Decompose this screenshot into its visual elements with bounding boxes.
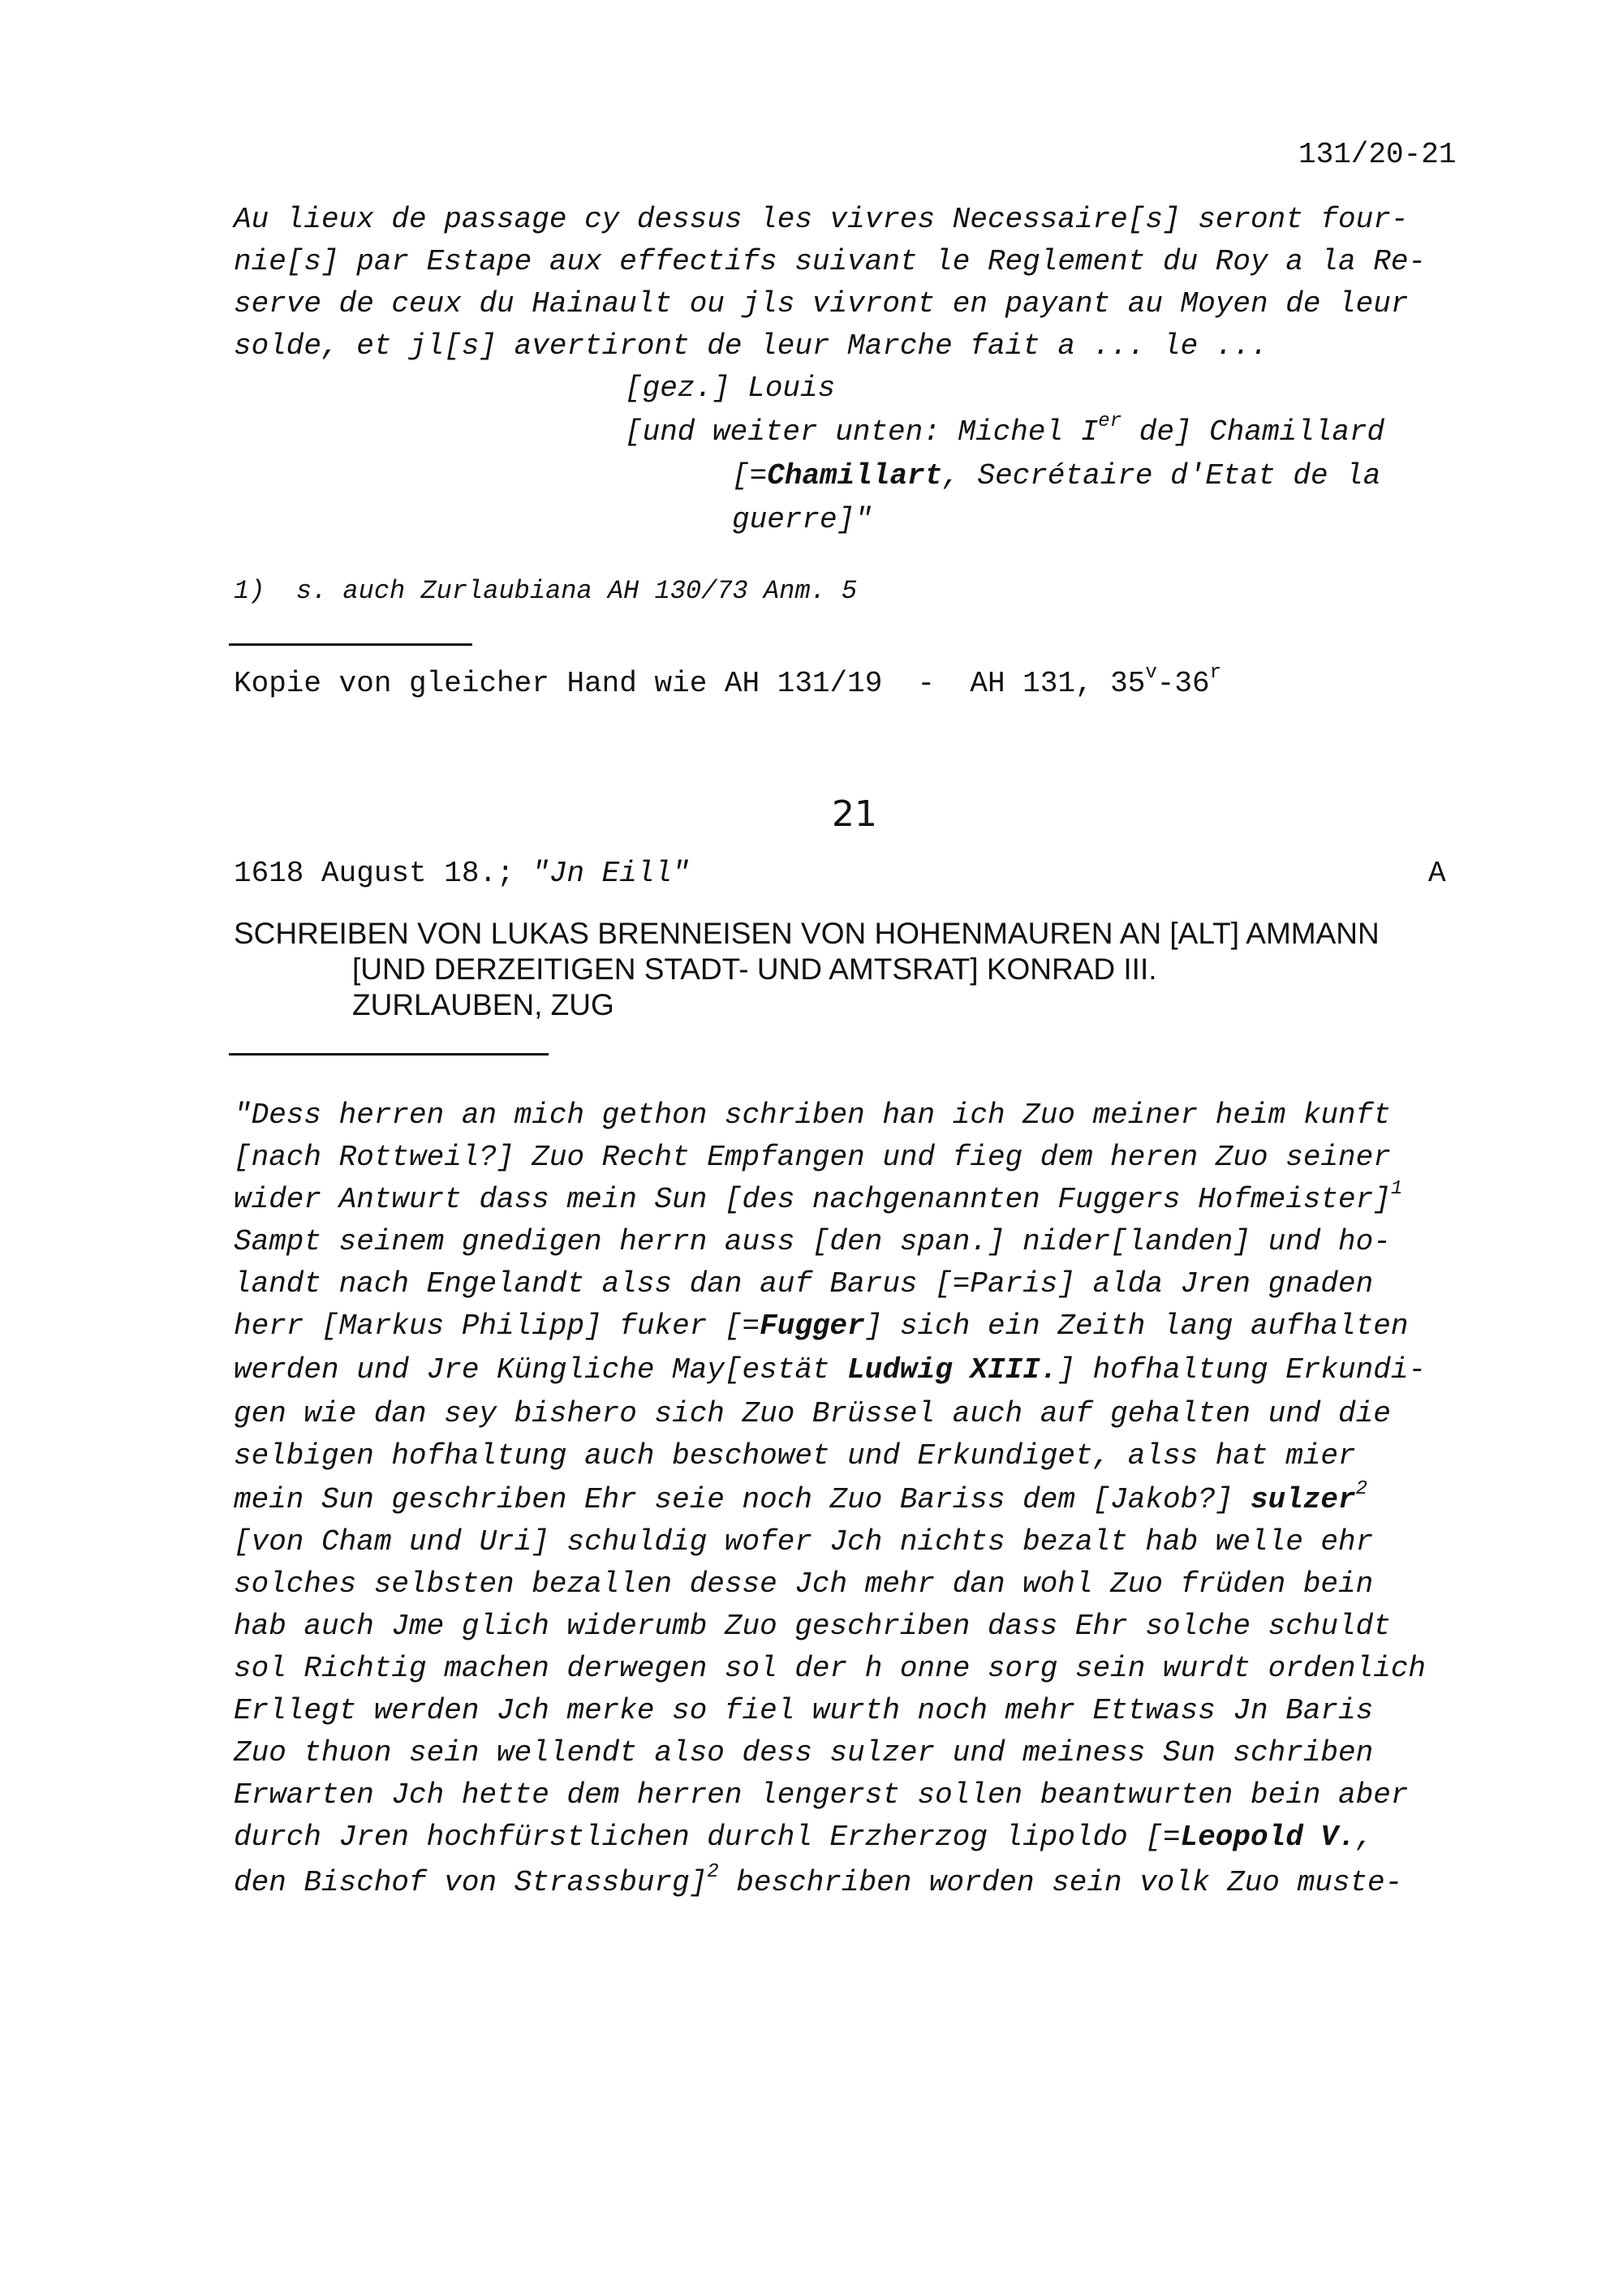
text-line: landt nach Engelandt alss dan auf Barus [=Paris] alda Jren gnaden — [234, 1267, 1374, 1301]
text-line: wider Antwurt dass mein Sun [des nachgenannten Fuggers Hofmeister]$^1$ — [234, 1178, 1403, 1216]
text-line: "Dess herren an mich gethon schriben han ich Zuo meiner heim kunft — [234, 1099, 1391, 1132]
text-line: mein Sun geschriben Ehr seie noch Zuo Bariss dem [Jakob?] sulzer$^2$ — [234, 1478, 1368, 1516]
divider-rule — [229, 643, 472, 646]
divider-rule — [229, 1053, 549, 1056]
text-line: herr [Markus Philipp] fuker [=Fugger] sich ein Zeith lang aufhalten — [234, 1309, 1409, 1343]
text-line: Erwarten Jch hette dem herren lengerst sollen beantwurten bein aber — [234, 1778, 1409, 1812]
footnote: 1) s. auch Zurlaubiana AH 130/73 Anm. 5 — [234, 576, 858, 606]
title-line: ZURLAUBEN, ZUG — [352, 988, 614, 1021]
document-number: 21 — [832, 793, 877, 835]
signature-note: [=Chamillart, Secrétaire d'Etat de la — [732, 459, 1381, 492]
text-line: sol Richtig machen derwegen sol der h onne sorg sein wurdt ordenlich — [234, 1652, 1427, 1685]
text-line: solde, et jl[s] avertiront de leur Marche fait a ... le ... — [234, 329, 1268, 363]
text-line: nie[s] par Estape aux effectifs suivant le Reglement du Roy a la Re- — [234, 245, 1427, 278]
document-type: A — [1428, 857, 1446, 890]
title-line: SCHREIBEN VON LUKAS BRENNEISEN VON HOHENMAUREN AN [ALT] AMMANN — [234, 917, 1380, 950]
text-line: Sampt seinem gnedigen herrn auss [den span.] nider[landen] und ho- — [234, 1225, 1391, 1258]
text-line: durch Jren hochfürstlichen durchl Erzherzog lipoldo [=Leopold V., — [234, 1821, 1374, 1854]
text-line: solches selbsten bezallen desse Jch mehr dan wohl Zuo früden bein — [234, 1567, 1374, 1601]
text-line: Zuo thuon sein wellendt also dess sulzer und meiness Sun schriben — [234, 1736, 1374, 1769]
text-line: [nach Rottweil?] Zuo Recht Empfangen und fieg dem heren Zuo seiner — [234, 1141, 1391, 1174]
date-line: 1618 August 18.; "Jn Eill" — [234, 857, 690, 890]
signature-note-end: guerre]" — [732, 503, 872, 536]
text-line: gen wie dan sey bishero sich Zuo Brüssel auch auf gehalten und die — [234, 1397, 1391, 1430]
signature-louis: [gez.] Louis — [625, 372, 836, 405]
text-line: selbigen hofhaltung auch beschowet und Erkundiget, alss hat mier — [234, 1439, 1356, 1473]
text-line: serve de ceux du Hainault ou jls vivront en payant au Moyen de leur — [234, 287, 1409, 320]
text-line: werden und Jre Küngliche May[estät Ludwig XIII.] hofhaltung Erkundi- — [234, 1353, 1427, 1387]
title-line: [UND DERZEITIGEN STADT- UND AMTSRAT] KONRAD III. — [352, 952, 1157, 986]
text-line: [von Cham und Uri] schuldig wofer Jch nichts bezalt hab welle ehr — [234, 1525, 1374, 1559]
text-line: den Bischof von Strassburg]$^2$ beschriben worden sein volk Zuo muste- — [234, 1861, 1403, 1899]
source-note: Kopie von gleicher Hand wie AH 131/19 - AH 131, 35$^v$-36$^r$ — [234, 662, 1222, 700]
text-line: hab auch Jme glich widerumb Zuo geschriben dass Ehr solche schuldt — [234, 1610, 1391, 1643]
text-line: Erllegt werden Jch merke so fiel wurth noch mehr Ettwass Jn Baris — [234, 1694, 1374, 1727]
signature-chamillard: [und weiter unten: Michel Ier de] Chamillard — [625, 411, 1385, 449]
text-line: Au lieux de passage cy dessus les vivres Necessaire[s] seront four- — [234, 203, 1409, 236]
page-reference: 131/20-21 — [1298, 138, 1457, 171]
